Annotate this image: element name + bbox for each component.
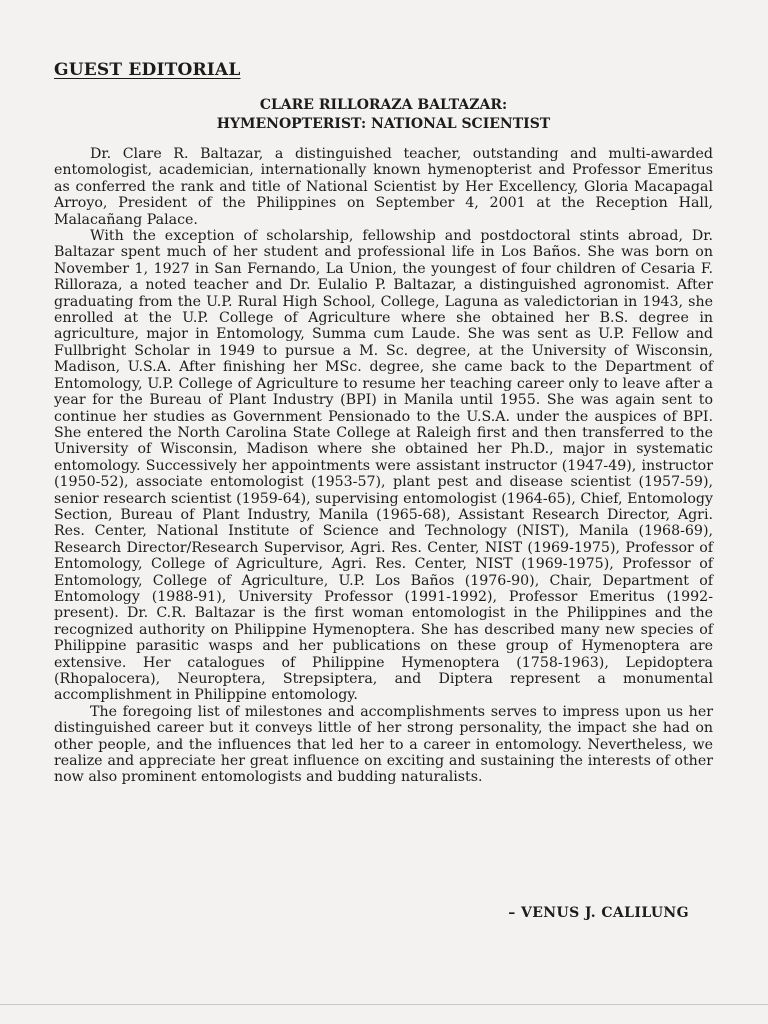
article-title	[54, 96, 713, 134]
author-signature: – VENUS J. CALILUNG	[508, 905, 689, 921]
title-line-1: CLARE RILLORAZA BALTAZAR:	[259, 97, 508, 113]
paragraph-2: With the exception of scholarship, fellowship and postdoctoral stints abroad, Dr. Baltazar spent much of her student and professional life in Los Baños. She was born on November 1, 1927 in San Fernando, La Union, the youngest of four children of Cesaria F. Rilloraza, a noted teacher and Dr. Eulalio P. Baltazar, a distinguished agronomist. After graduating from the U.P. Rural High School, College, Laguna as valedictorian in 1943, she enrolled at the U.P. College of Agriculture where she obtained her B.S. degree in agriculture, major in Entomology, Summa cum Laude. She was sent as U.P. Fellow and Fullbright Scholar in 1949 to pursue a M. Sc. degree, at the University of Wisconsin, Madison, U.S.A. After finishing her MSc. degree, she came back to the Department of Entomology, U.P. College of Agriculture to resume her teaching career only to leave after a year for the Bureau of Plant Industry (BPI) in Manila until 1955. She was again sent to continue her studies as Government Pensionado to the U.S.A. under the auspices of BPI. She entered the North Carolina State College at Raleigh first and then transferred to the University of Wisconsin, Madison where she obtained her Ph.D., major in systematic entomology. Successively her appointments were assistant instructor (1947-49), instructor (1950-52), associate entomologist (1953-57), plant pest and disease scientist (1957-59), senior research scientist (1959-64), supervising entomologist (1964-65), Chief, Entomology Section, Bureau of Plant Industry, Manila (1965-68), Assistant Research Director, Agri. Res. Center, National Institute of Science and Technology (NIST), Manila (1968-69), Research Director/Research Supervisor, Agri. Res. Center, NIST (1969-1975), Professor of Entomology, College of Agriculture, Agri. Res. Center, NIST (1969-1975), Professor of Entomology, College of Agriculture, U.P. Los Baños (1976-90), Chair, Department of Entomology (1988-91), University Professor (1991-1992), Professor Emeritus (1992-present). Dr. C.R. Baltazar is the first woman entomologist in the Philippines and the recognized authority on Philippine Hymenoptera. She has described many new species of Philippine parasitic wasps and her publications on these group of Hymenoptera are extensive. Her catalogues of Philippine Hymenoptera (1758-1963), Lepidoptera (Rhopalocera), Neuroptera, Strepsiptera, and Diptera represent a monumental accomplishment in Philippine entomology.	[54, 228, 713, 704]
page-bottom-edge	[0, 1004, 768, 1005]
paragraph-3: The foregoing list of milestones and accomplishments serves to impress upon us her distinguished career but it conveys little of her strong personality, the impact she had on other people, and the influences that led her to a career in entomology. Nevertheless, we realize and appreciate her great influence on exciting and sustaining the interests of other now also prominent entomologists and budding naturalists.	[54, 703, 713, 786]
paragraph-1: Dr. Clare R. Baltazar, a distinguished teacher, outstanding and multi-awarded entomologist, academician, internationally known hymenopterist and Professor Emeritus as conferred the rank and title of National Scientist by Her Excellency, Gloria Macapagal Arroyo, President of the Philippines on September 4, 2001 at the Reception Hall, Malacañang Palace.	[54, 146, 713, 228]
title-line-2: HYMENOPTERIST: NATIONAL SCIENTIST	[216, 116, 551, 132]
article-body	[54, 146, 713, 786]
section-kicker: GUEST EDITORIAL	[54, 60, 241, 80]
